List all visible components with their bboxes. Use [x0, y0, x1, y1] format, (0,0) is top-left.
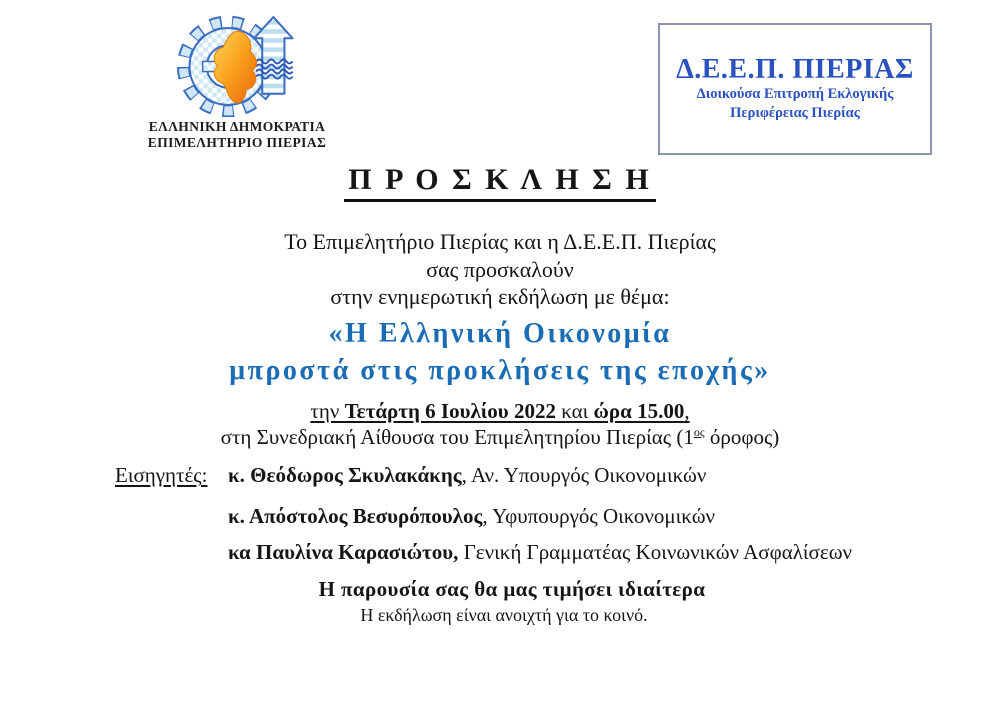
datetime-middle: και [555, 399, 594, 423]
deep-pierias-box [658, 23, 932, 155]
chamber-gear-logo-icon [171, 11, 303, 117]
speaker-1-role: Αν. Υπουργός Οικονομικών [470, 463, 707, 487]
intro-line1: Το Επιμελητήριο Πιερίας και η Δ.Ε.Ε.Π. Πιερίας [284, 229, 716, 254]
datetime-suffix: , [684, 399, 690, 423]
speaker-3-name: κα Παυλίνα Καρασιώτου, [228, 540, 459, 564]
org-name-line1: ΕΛΛΗΝΙΚΗ ΔΗΜΟΚΡΑΤΙΑ [148, 119, 326, 134]
speaker-item-2 [228, 503, 715, 529]
document-title: Π Ρ Ο Σ Κ Λ Η Σ Η [344, 163, 655, 202]
deep-box-subtitle-line2: Περιφέρειας Πιερίας [730, 105, 860, 121]
speakers-label: Εισηγητές: [115, 463, 208, 487]
intro-line2: σας προσκαλούν [426, 256, 574, 282]
topic-line1: «Η Ελληνική Οικονομία [328, 318, 672, 349]
org-name-line2: ΕΠΙΜΕΛΗΤΗΡΙΟ ΠΙΕΡΙΑΣ [147, 135, 327, 150]
deep-box-subtitle-line1: Διοικούσα Επιτροπή Εκλογικής [696, 86, 894, 102]
datetime-prefix: την [310, 399, 345, 423]
honor-line: Η παρουσία σας θα μας τιμήσει ιδιαίτερα [318, 577, 706, 601]
speaker-1-name: κ. Θεόδωρος Σκυλακάκης [228, 463, 462, 487]
document-title-row [0, 163, 1000, 202]
venue-prefix: στη Συνεδριακή Αίθουσα του Επιμελητηρίου Πιερίας (1 [220, 425, 694, 449]
speaker-item-3 [228, 539, 852, 565]
open-to-public-line: Η εκδήλωση είναι ανοιχτή για το κοινό. [360, 605, 648, 625]
event-time: ώρα 15.00 [593, 399, 685, 423]
event-datetime-line [0, 399, 1000, 424]
topic-line2: μπροστά στις προκλήσεις της εποχής» [229, 354, 771, 386]
event-date: Τετάρτη 6 Ιουλίου 2022 [344, 399, 556, 423]
speaker-2-role: Υφυπουργός Οικονομικών [492, 504, 716, 528]
deep-box-title: Δ.Ε.Ε.Π. ΠΙΕΡΙΑΣ [676, 54, 914, 85]
speaker-1-separator: , [461, 463, 471, 487]
venue-ordinal-superscript: ος [693, 425, 705, 439]
speaker-item-1 [228, 462, 706, 488]
event-topic [0, 316, 1000, 389]
intro-line3: στην ενημερωτική εκδήλωση με θέμα: [330, 284, 670, 309]
chamber-logo-block [113, 11, 361, 151]
event-venue-line [0, 425, 1000, 450]
speaker-2-name: κ. Απόστολος Βεσυρόπουλος [228, 504, 483, 528]
intro-paragraph [0, 228, 1000, 311]
venue-suffix: όροφος) [704, 425, 780, 449]
event-datetime [310, 399, 689, 423]
speaker-3-role: Γενική Γραμματέας Κοινωνικών Ασφαλίσεων [463, 540, 853, 564]
speaker-2-separator: , [482, 504, 493, 528]
